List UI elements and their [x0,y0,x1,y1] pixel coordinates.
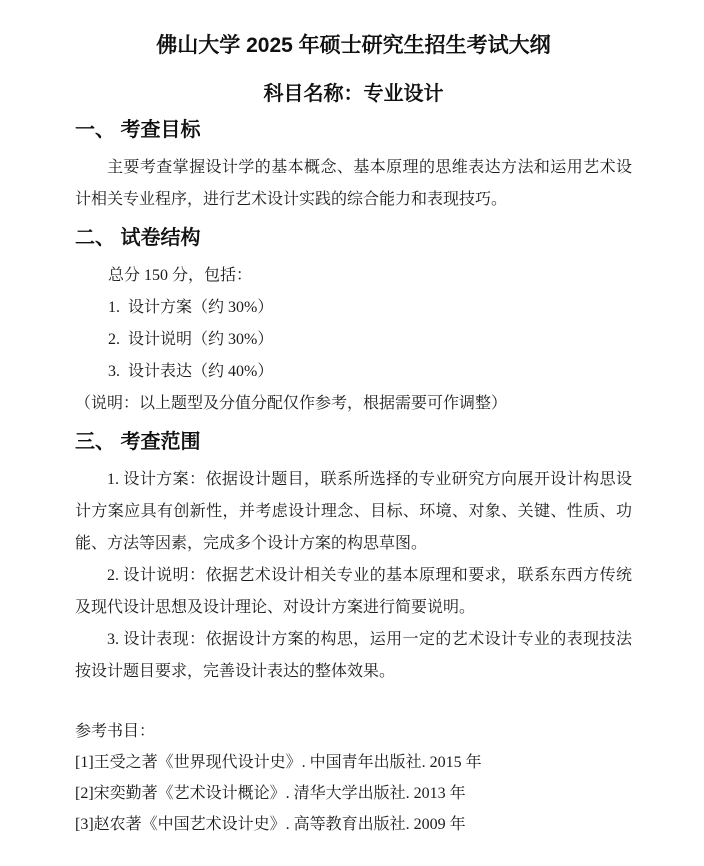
structure-item-1: 1. 设计方案（约 30%） [108,299,274,316]
reference-list [75,716,632,840]
reference-item-3: [3]赵农著《中国艺术设计史》. 高等教育出版社. 2009 年 [75,816,466,833]
structure-item-3: 3. 设计表达（约 40%） [108,363,274,380]
document-title: 佛山大学 2025 年硕士研究生招生考试大纲 [156,34,551,57]
reference-item-2: [2]宋奕勤著《艺术设计概论》. 清华大学出版社. 2013 年 [75,785,466,802]
scope-paragraph-1: 1. 设计方案：依据设计题目，联系所选择的专业研究方向展开设计构思设计方案应具有创新性，并考虑设计理念、目标、环境、对象、关键、性质、功能、方法等因素，完成多个设计方案的构思草图。 [75,471,632,552]
section-heading-scope: 三、 考查范围 [75,431,201,453]
structure-note: （说明：以上题型及分值分配仅作参考，根据需要可作调整） [75,395,508,412]
structure-item-2: 2. 设计说明（约 30%） [108,331,274,348]
section-heading-structure: 二、 试卷结构 [75,227,201,249]
subject-name: 科目名称：专业设计 [263,83,444,105]
section-paper-structure [75,224,632,420]
section-exam-objectives [75,116,632,216]
scope-paragraph-3: 3. 设计表现：依据设计方案的构思，运用一定的艺术设计专业的表现技法按设计题目要求，完善设计表达的整体效果。 [75,631,632,680]
section-heading-objectives: 一、 考查目标 [75,119,201,141]
section-exam-scope [75,428,632,688]
reference-heading: 参考书目： [75,723,156,740]
scope-paragraph-2: 2. 设计说明：依据艺术设计相关专业的基本原理和要求，联系东西方传统及现代设计思想及设计理论、对设计方案进行简要说明。 [75,567,632,616]
structure-intro: 总分 150 分，包括： [108,267,253,284]
reference-item-1: [1]王受之著《世界现代设计史》. 中国青年出版社. 2015 年 [75,754,482,771]
objectives-paragraph: 主要考查掌握设计学的基本概念、基本原理的思维表达方法和运用艺术设计相关专业程序，进行艺术设计实践的综合能力和表现技巧。 [75,159,632,208]
